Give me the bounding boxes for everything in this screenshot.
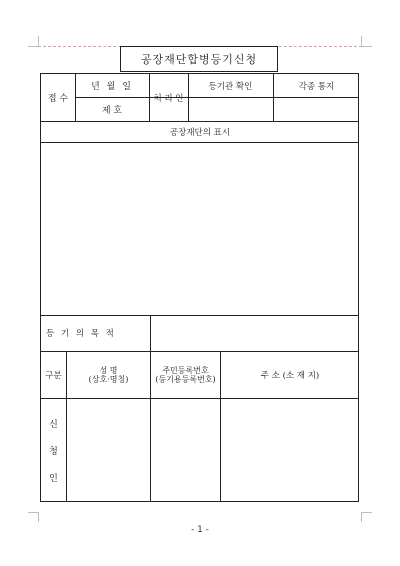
name-header-line1: 성 명 <box>99 366 118 375</box>
grid-line <box>41 398 359 399</box>
applicant-label <box>41 399 66 502</box>
crop-mark <box>361 36 362 46</box>
crop-mark <box>28 512 38 513</box>
grid-line <box>150 315 151 351</box>
id-number-header <box>151 352 220 398</box>
form-title: 공장재단합병등기신청 <box>120 46 278 72</box>
category-header: 구분 <box>45 371 62 381</box>
reception-label: 접 수 <box>47 94 69 104</box>
display-content-area <box>41 143 359 315</box>
notice-label: 각종 통지 <box>298 81 335 92</box>
registrar-check-label: 등기관 확인 <box>208 81 253 92</box>
id-header-line1: 주민등록번호 <box>162 366 209 375</box>
crop-mark <box>38 36 39 46</box>
crop-mark <box>362 46 372 47</box>
applicant-char: 신 <box>49 420 58 430</box>
date-label: 년 월 일 <box>91 82 133 92</box>
crop-mark <box>38 512 39 522</box>
processor-label: 처 리 인 <box>153 93 184 104</box>
purpose-label: 등 기 의 목 적 <box>46 329 116 339</box>
applicant-char: 청 <box>49 447 58 457</box>
page-number: - 1 - <box>191 525 209 535</box>
name-header-line2: (상호·명칭) <box>88 375 129 384</box>
address-header: 주 소 (소 재 지) <box>260 371 320 381</box>
crop-mark <box>362 512 372 513</box>
display-section-label: 공장재단의 표시 <box>169 128 231 138</box>
crop-mark <box>28 46 38 47</box>
applicant-char: 인 <box>49 474 58 484</box>
crop-mark <box>361 512 362 522</box>
id-header-line2: (등기용등록번호) <box>155 375 216 384</box>
application-form <box>40 73 359 502</box>
number-label: 제 호 <box>101 106 123 116</box>
name-header <box>67 352 150 398</box>
